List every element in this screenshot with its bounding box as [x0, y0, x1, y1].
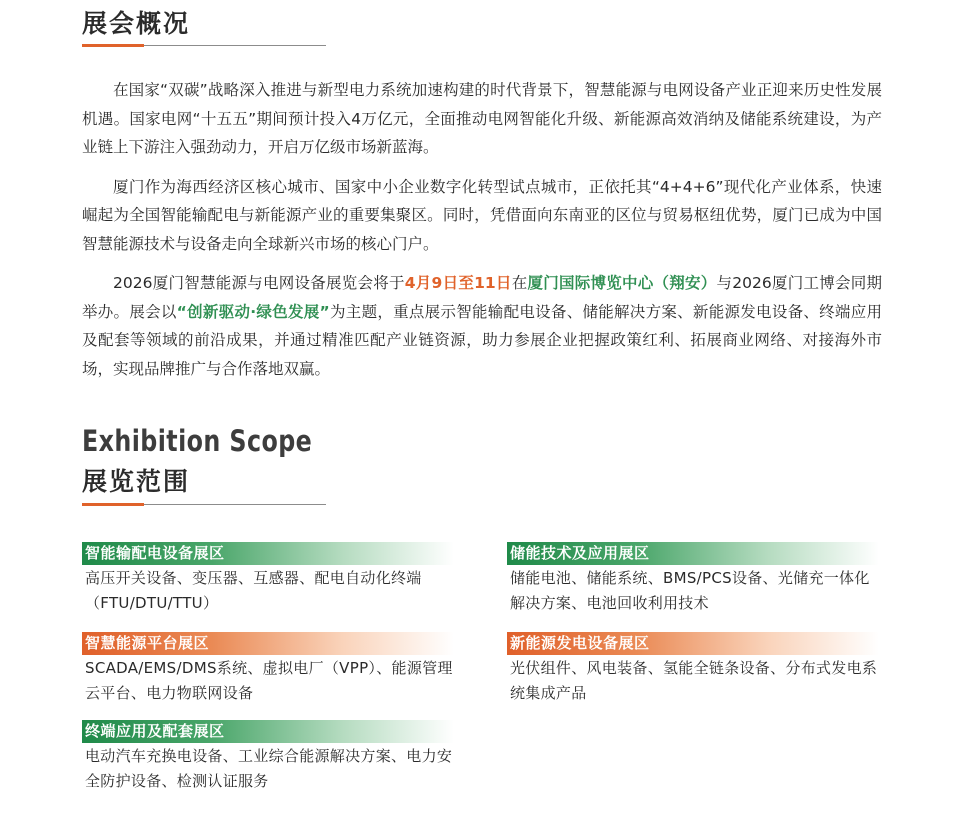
zone-title: 终端应用及配套展区	[82, 720, 454, 743]
scope-heading-rule	[82, 504, 326, 505]
p3-text-4: 为主题，重点展示智能输配电设备、储能解决方案、新能源发电设备、终端应用及配套等领域的前沿成果，并通过精准匹配产业链资源，助力参展企业把握政策红利、拓展商业网络、对接海外市场，实现品牌推广与合作落地双赢。	[82, 302, 882, 378]
overview-paragraph-3	[82, 269, 882, 383]
exhibition-venue: 厦门国际博览中心（翔安）	[527, 274, 717, 292]
exhibition-date: 4月9日至11日	[404, 274, 512, 292]
zone-title: 新能源发电设备展区	[507, 632, 879, 655]
zone-title: 智慧能源平台展区	[82, 632, 454, 655]
zone-smart-transmission	[82, 542, 454, 616]
zone-new-energy-generation	[507, 632, 879, 706]
p3-text-2: 在	[511, 274, 528, 292]
scope-heading-cn: 展览范围	[82, 467, 191, 496]
exhibition-theme: “创新驱动·绿色发展”	[176, 302, 330, 321]
p3-text-1: 2026厦门智慧能源与电网设备展览会将于	[113, 274, 405, 292]
zone-description: 光伏组件、风电装备、氢能全链条设备、分布式发电系统集成产品	[510, 659, 878, 702]
zone-title: 智能输配电设备展区	[82, 542, 454, 565]
zone-title: 储能技术及应用展区	[507, 542, 879, 565]
overview-heading: 展会概况	[82, 9, 191, 38]
zone-description: 电动汽车充换电设备、工业综合能源解决方案、电力安全防护设备、检测认证服务	[85, 747, 453, 790]
zone-description: 高压开关设备、变压器、互感器、配电自动化终端（FTU/DTU/TTU）	[85, 569, 422, 612]
rule-accent	[82, 44, 144, 47]
scope-heading-en: Exhibition Scope	[82, 424, 313, 458]
p3-text-3: 与2026厦门工博会同期举办。展会以	[82, 274, 882, 321]
rule-accent	[82, 503, 144, 506]
overview-paragraph-2: 厦门作为海西经济区核心城市、国家中小企业数字化转型试点城市，正依托其“4+4+6”现代化产业体系，快速崛起为全国智能输配电与新能源产业的重要集聚区。同时，凭借面向东南亚的区位与贸易枢纽优势，厦门已成为中国智慧能源技术与设备走向全球新兴市场的核心门户。	[82, 177, 882, 253]
overview-paragraph-1: 在国家“双碳”战略深入推进与新型电力系统加速构建的时代背景下，智慧能源与电网设备产业正迎来历史性发展机遇。国家电网“十五五”期间预计投入4万亿元，全面推动电网智能化升级、新能源高效消纳及储能系统建设，为产业链上下游注入强劲动力，开启万亿级市场新蓝海。	[82, 81, 882, 156]
overview-text	[82, 76, 882, 394]
overview-heading-rule	[82, 45, 326, 46]
zone-terminal-applications	[82, 720, 454, 794]
zone-smart-energy-platform	[82, 632, 454, 706]
zone-description: SCADA/EMS/DMS系统、虚拟电厂（VPP）、能源管理云平台、电力物联网设备	[85, 659, 453, 702]
zone-energy-storage	[507, 542, 879, 616]
zone-description: 储能电池、储能系统、BMS/PCS设备、光储充一体化解决方案、电池回收利用技术	[510, 569, 870, 612]
